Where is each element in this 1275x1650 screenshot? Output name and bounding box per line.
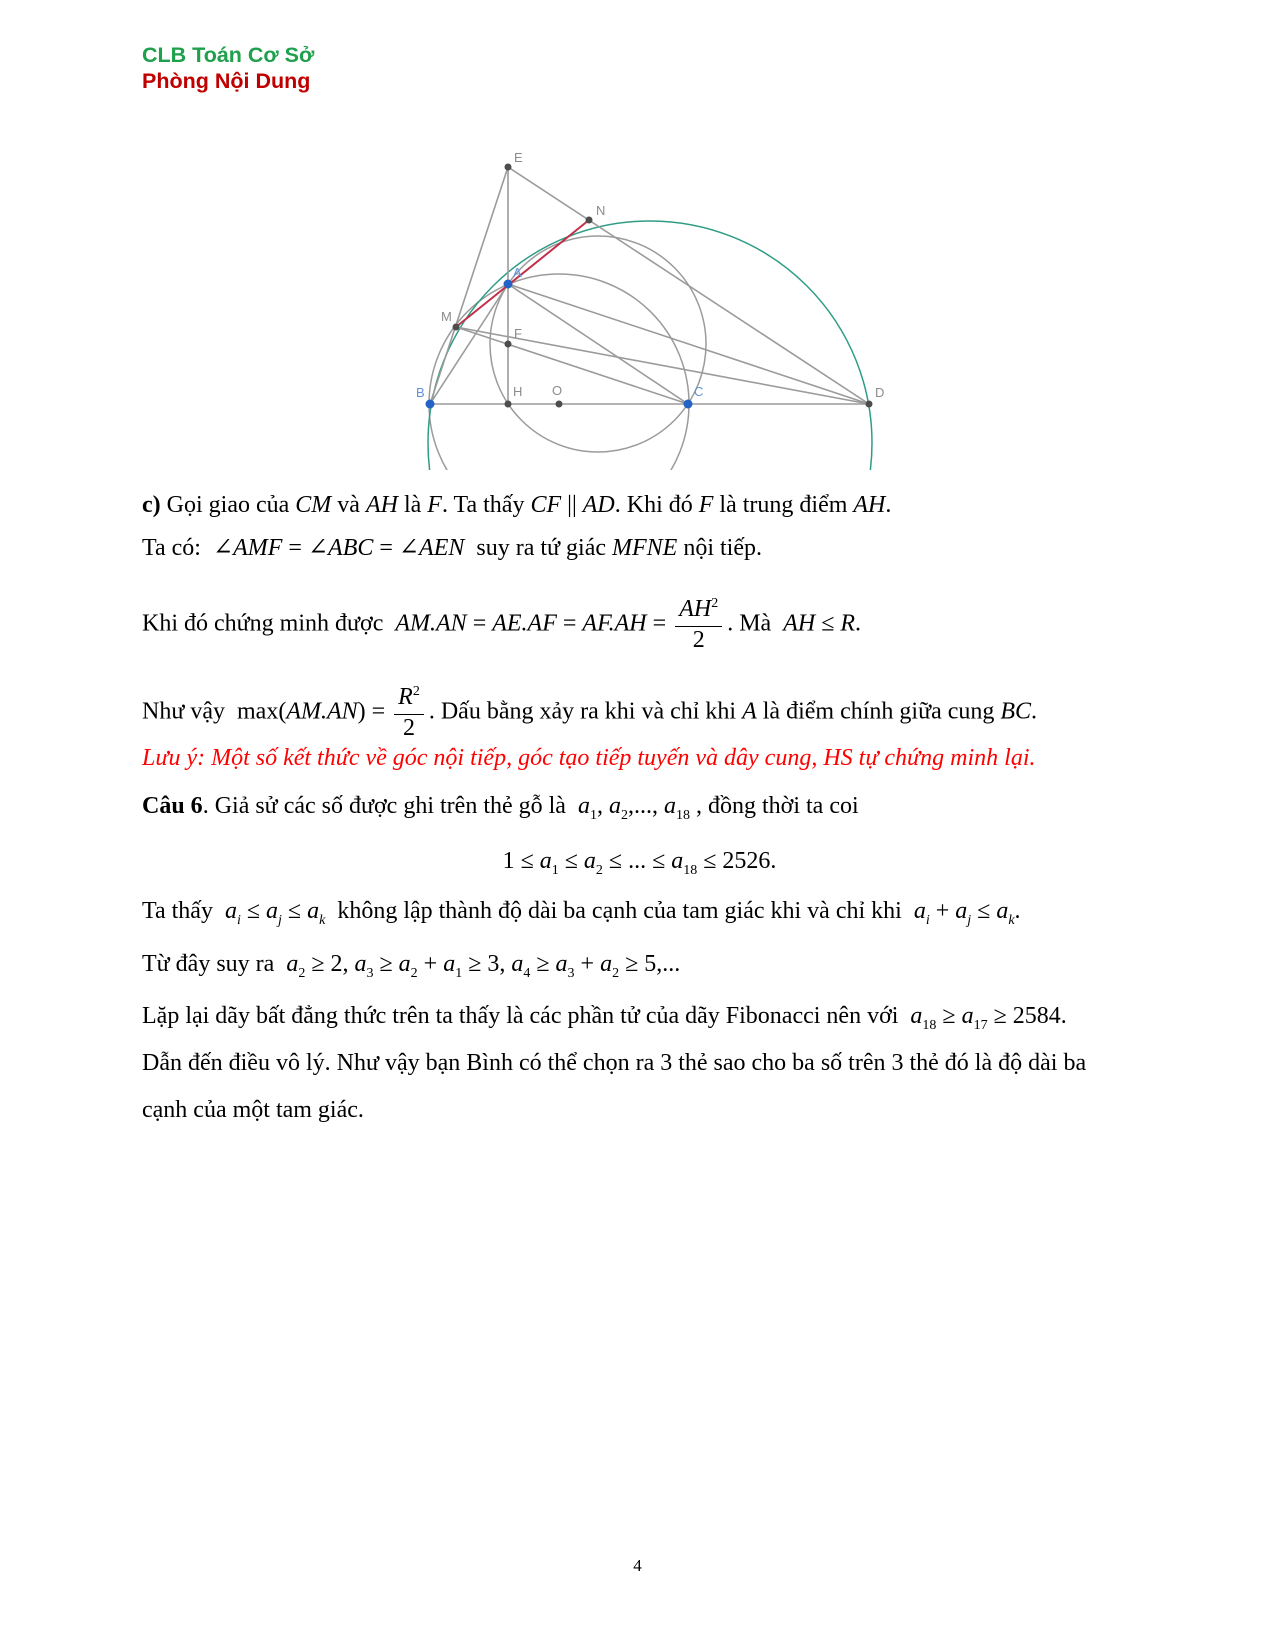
text-segment: . Mà	[727, 610, 784, 637]
text-segment: ≥	[373, 951, 399, 977]
text-segment: AF.AH	[582, 610, 647, 637]
text-segment: MFNE	[612, 535, 678, 561]
text-line-7	[142, 845, 1137, 881]
text-line-4	[142, 684, 1137, 742]
text-segment: .	[1014, 898, 1021, 924]
point-N-dot	[586, 217, 593, 224]
text-segment: .	[855, 610, 862, 637]
text-segment: CF	[530, 492, 562, 518]
text-segment: =	[282, 535, 308, 561]
text-segment: .	[885, 492, 892, 518]
fraction-denominator	[675, 626, 722, 654]
text-segment: ≤ 2526.	[697, 848, 777, 874]
text-segment: AM.AN	[286, 698, 358, 725]
text-segment: a	[555, 951, 568, 977]
text-segment: AH	[783, 610, 816, 637]
text-segment: Như vậy max(	[142, 698, 287, 725]
text-segment: 2	[595, 863, 603, 878]
text-segment: a	[600, 951, 613, 977]
point-M-dot	[453, 324, 460, 331]
text-segment: a	[663, 793, 676, 819]
text-segment: a	[671, 848, 684, 874]
point-H-dot	[505, 401, 512, 408]
text-line-3	[142, 596, 1137, 654]
document-header	[142, 42, 314, 94]
text-segment: AM.AN	[395, 610, 467, 637]
text-segment: 1 ≤	[502, 848, 540, 874]
text-segment: =	[466, 610, 493, 637]
text-segment: +	[574, 951, 601, 977]
department-name: Phòng Nội Dung	[142, 69, 311, 93]
fraction	[675, 596, 722, 654]
text-segment: Lưu ý: Một số kết thức về góc nội tiếp, góc tạo tiếp tuyến và dây cung, HS tự chứng minh lại.	[142, 745, 1036, 771]
text-segment: a	[913, 898, 926, 924]
text-line-1	[142, 489, 1137, 521]
line-CM-through-F	[456, 327, 688, 404]
text-segment: a	[910, 1003, 923, 1029]
fraction-numerator	[675, 596, 722, 626]
text-segment: ||	[561, 492, 583, 518]
text-segment: AMF	[233, 535, 283, 561]
text-segment: 2	[612, 966, 620, 981]
point-C-dot	[684, 400, 693, 409]
text-segment: ≤	[281, 898, 308, 924]
text-segment: CM	[295, 492, 332, 518]
text-segment: ,...,	[627, 793, 664, 819]
text-line-12	[142, 1094, 1137, 1126]
text-segment: là	[397, 492, 428, 518]
text-segment: Dẫn đến điều vô lý. Như vậy bạn Bình có thể chọn ra 3 thẻ sao cho ba số trên 3 thẻ đó là độ dài ba	[142, 1050, 1087, 1076]
text-segment: 2	[620, 808, 628, 823]
text-segment: 17	[973, 1018, 988, 1033]
page-number: 4	[633, 1556, 642, 1575]
text-segment: a	[354, 951, 367, 977]
text-segment: ∠	[307, 535, 329, 561]
text-segment: a	[955, 898, 968, 924]
line-BA	[430, 284, 508, 404]
text-line-10	[142, 1000, 1137, 1036]
point-D-dot	[866, 401, 873, 408]
text-segment: a	[961, 1003, 974, 1029]
text-segment: AEN	[419, 535, 465, 561]
line-AC	[508, 284, 688, 404]
fraction-numerator	[394, 684, 424, 714]
text-segment: AH	[679, 596, 712, 622]
circle-O-through-A-B-C	[429, 274, 689, 470]
point-A-dot	[504, 280, 513, 289]
point-F-dot	[505, 341, 512, 348]
text-segment: a	[443, 951, 456, 977]
text-segment: k	[319, 913, 326, 928]
text-segment: 2	[711, 596, 719, 611]
text-segment: =	[373, 535, 399, 561]
text-segment: . Ta thấy	[441, 492, 531, 518]
text-segment: Câu 6	[142, 793, 203, 819]
point-O-label: O	[552, 383, 563, 398]
text-line-11	[142, 1047, 1137, 1079]
text-segment: , đồng thời ta coi	[689, 793, 859, 819]
red-line-MAN	[456, 220, 589, 327]
text-segment: ≥ 5,...	[619, 951, 681, 977]
text-segment: j	[278, 913, 282, 928]
text-segment: F	[427, 492, 442, 518]
text-segment: ,	[596, 793, 609, 819]
text-segment: 2	[410, 966, 418, 981]
text-segment: ≥ 3,	[462, 951, 512, 977]
text-segment: =	[646, 610, 673, 637]
line-EB-through-M	[430, 167, 508, 404]
text-segment: AE.AF	[492, 610, 557, 637]
text-segment: 18	[675, 808, 690, 823]
fraction	[394, 684, 424, 742]
text-segment: i	[925, 913, 930, 928]
text-segment: . Dấu bằng xảy ra khi và chỉ khi	[428, 698, 743, 725]
text-segment: 2	[692, 627, 705, 653]
text-segment: là điểm chính giữa cung	[756, 698, 1001, 725]
text-segment: ≤	[240, 898, 267, 924]
text-segment: là trung điểm	[713, 492, 854, 518]
text-segment: +	[417, 951, 444, 977]
text-segment: . Giả sử các số được ghi trên thẻ gỗ là	[202, 793, 578, 819]
point-F-label: F	[514, 326, 522, 341]
text-segment: ≤	[558, 848, 584, 874]
text-segment: 18	[922, 1018, 937, 1033]
text-segment: 1	[589, 808, 597, 823]
text-segment: .	[1031, 698, 1038, 725]
text-segment: a	[539, 848, 552, 874]
text-segment: ≥ 2,	[305, 951, 355, 977]
point-E-dot	[505, 164, 512, 171]
point-N-label: N	[596, 203, 606, 218]
text-line-5	[142, 742, 1137, 774]
text-segment: ∠	[212, 535, 234, 561]
text-segment: Khi đó chứng minh được	[142, 610, 396, 637]
line-ED-through-N	[508, 167, 869, 404]
text-segment: 3	[366, 966, 374, 981]
text-line-9	[142, 948, 1137, 984]
point-C-label: C	[694, 384, 704, 399]
point-M-label: M	[441, 309, 452, 324]
text-segment: và	[331, 492, 366, 518]
text-segment: c)	[142, 492, 161, 518]
text-segment: 1	[551, 863, 559, 878]
text-segment: ) =	[357, 698, 392, 725]
text-segment: ≤	[971, 898, 997, 924]
text-segment: 2	[403, 715, 415, 741]
text-segment: ≤ ... ≤	[602, 848, 672, 874]
point-B-label: B	[416, 385, 425, 400]
point-H-label: H	[513, 384, 523, 399]
text-segment: a	[266, 898, 279, 924]
text-segment: ∠	[398, 535, 420, 561]
text-segment: a	[286, 951, 299, 977]
point-E-label: E	[514, 150, 523, 165]
text-segment: k	[1008, 913, 1015, 928]
text-segment: AH	[365, 492, 398, 518]
text-segment: 4	[523, 966, 531, 981]
point-A-label: A	[513, 265, 522, 280]
text-segment: i	[236, 913, 241, 928]
point-B-dot	[426, 400, 435, 409]
geometry-figure	[380, 140, 890, 470]
text-line-6	[142, 790, 1137, 826]
text-segment: R	[840, 610, 856, 637]
club-name: CLB Toán Cơ Sở	[142, 43, 315, 67]
text-segment: 3	[567, 966, 575, 981]
text-segment: a	[224, 898, 237, 924]
text-segment: Gọi giao của	[160, 492, 296, 518]
text-segment: a	[608, 793, 621, 819]
text-segment: Lặp lại dãy bất đẳng thức trên ta thấy là các phần tử của dãy Fibonacci nên với	[142, 1003, 911, 1029]
text-segment: nội tiếp.	[677, 535, 762, 561]
text-segment: suy ra tứ giác	[464, 535, 612, 561]
text-segment: AH	[853, 492, 886, 518]
text-segment: . Khi đó	[614, 492, 699, 518]
text-segment: 2	[298, 966, 306, 981]
text-segment: Từ đây suy ra	[142, 951, 287, 977]
text-segment: a	[307, 898, 320, 924]
text-segment: F	[698, 492, 714, 518]
text-segment: 18	[683, 863, 698, 878]
text-segment: BC	[1000, 698, 1032, 725]
text-segment: ≥	[530, 951, 556, 977]
point-O-dot	[556, 401, 563, 408]
text-segment: Ta thấy	[142, 898, 225, 924]
text-segment: ≥	[936, 1003, 962, 1029]
text-segment: R	[398, 684, 413, 710]
text-segment: a	[577, 793, 590, 819]
text-line-8	[142, 895, 1137, 931]
text-segment: a	[511, 951, 524, 977]
point-D-label: D	[875, 385, 885, 400]
text-segment: ≥ 2584.	[987, 1003, 1067, 1029]
text-segment: không lập thành độ dài ba cạnh của tam giác khi và chỉ khi	[325, 898, 914, 924]
text-segment: ≤	[815, 610, 841, 637]
green-arc-B-to-D	[428, 221, 872, 470]
text-segment: =	[556, 610, 583, 637]
text-segment: A	[742, 698, 757, 725]
text-segment: a	[583, 848, 596, 874]
text-segment: +	[929, 898, 956, 924]
text-segment: 1	[455, 966, 463, 981]
text-line-2	[142, 532, 1137, 564]
text-segment: AD	[582, 492, 615, 518]
text-segment: j	[967, 913, 972, 928]
text-segment: a	[398, 951, 411, 977]
text-segment: ABC	[328, 535, 374, 561]
fraction-denominator	[394, 714, 424, 742]
text-segment: a	[996, 898, 1009, 924]
text-segment: Ta có:	[142, 535, 213, 561]
text-segment: 2	[412, 684, 420, 699]
text-segment: cạnh của một tam giác.	[142, 1097, 364, 1123]
